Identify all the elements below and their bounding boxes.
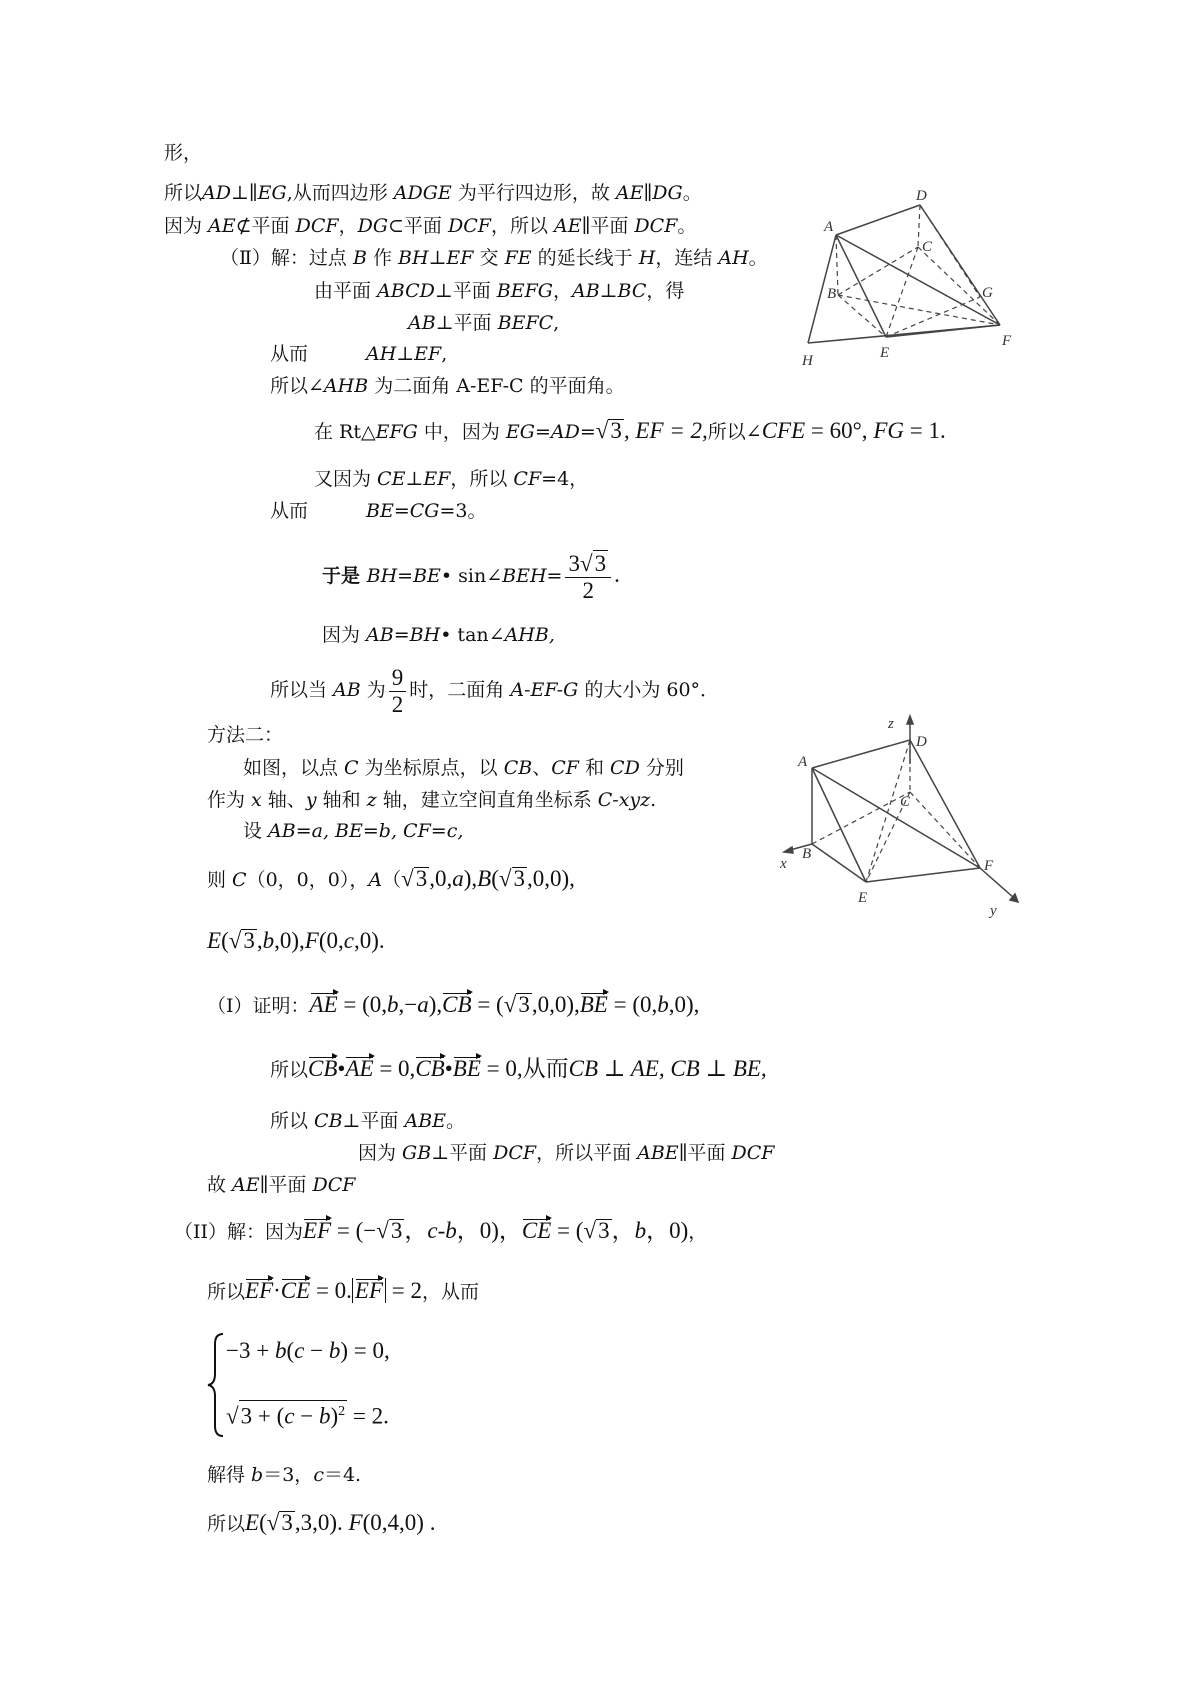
text-line-27: 所以EF·CE = 0. EF = 2，从而 — [207, 1278, 480, 1303]
text-line-15: 方法二： — [207, 724, 284, 746]
label-F: F — [984, 858, 994, 874]
label-E: E — [858, 890, 868, 906]
equation-2: $√3 + (c - b)^2 = 2$. — [226, 1400, 389, 1431]
text-line-12: 于是 BH=BE• sin∠BEH= $\frac{3√3}{2}$ . — [322, 550, 620, 603]
text-line-6: AB⊥平面 BEFC, — [408, 312, 560, 334]
edge-EF — [866, 868, 980, 882]
edge-BE — [812, 844, 866, 882]
text-line-14: 所以当 AB 为 $\frac{9}{2}$ 时，二面角 A-EF-G 的大小为 60°． — [270, 664, 720, 717]
label-G: G — [982, 285, 993, 301]
z-axis-arrow — [907, 716, 913, 724]
text-line-11: 从而 BE=CG=3。 — [270, 500, 487, 522]
text-line-4: （Ⅱ）解：过点 B 作 BH⊥EF 交 FE 的延长线于 H，连结 AH。 — [220, 247, 768, 269]
geometry-figure-1 — [790, 185, 1020, 380]
label-B: B — [802, 846, 812, 862]
edge-DE — [866, 740, 910, 882]
text-line-24: 因为 GB⊥平面 DCF，所以平面 ABE∥平面 DCF — [358, 1142, 775, 1164]
text-line-20: E(√3,b,0),F(0,c,0). — [207, 928, 385, 953]
label-B: B — [827, 286, 837, 302]
text-line-21: （Ⅰ）证明：AE = (0,b,−a),CB = (√3,0,0),BE = (0,b,0), — [207, 992, 700, 1017]
x-axis-arrow — [784, 847, 793, 853]
geometry-figure-2 — [770, 710, 1030, 920]
left-brace — [205, 1330, 227, 1440]
edge-AD — [836, 205, 920, 235]
label-D: D — [916, 734, 927, 750]
label-F: F — [1002, 333, 1012, 349]
text-line-22: 所以CB•AE = 0,CB•BE = 0,从而CB ⊥ AE, CB ⊥ BE, — [270, 1056, 767, 1081]
text-line-18: 设 AB=a, BE=b, CF=c, — [243, 820, 464, 842]
edge-AF — [812, 768, 980, 868]
text-line-5: 由平面 ABCD⊥平面 BEFG，AB⊥BC，得 — [314, 280, 685, 302]
text-line-8: 所以∠AHB 为二面角 A-EF-C 的平面角。 — [270, 375, 625, 397]
text-line-3: 因为 AE⊄平面 DCF，DG⊂平面 DCF，所以 AE∥平面 DCF。 — [164, 215, 697, 237]
label-D: D — [916, 188, 927, 204]
fraction-9-over-2: $\frac{9}{2}$ — [389, 665, 407, 718]
edge-BF — [838, 295, 1000, 325]
edge-BE — [838, 295, 886, 337]
text-line-1: 形， — [164, 142, 203, 164]
label-H: H — [802, 353, 813, 369]
label-C: C — [900, 794, 911, 810]
text-line-31: 所以E(√3,3,0). F(0,4,0) . — [207, 1510, 436, 1535]
text-line-10: 又因为 CE⊥EF，所以 CF=4， — [314, 468, 589, 490]
text-line-2: 所以AD⊥∥EG,从而四边形 ADGE 为平行四边形，故 AE∥DG。 — [164, 182, 702, 204]
edge-AE — [836, 235, 886, 337]
text-line-23: 所以 CB⊥平面 ABE。 — [270, 1110, 466, 1132]
edge-BC — [838, 247, 918, 295]
label-A: A — [824, 219, 834, 235]
edge-DF — [910, 740, 980, 868]
text-line-16: 如图，以点 C 为坐标原点，以 CB、CF 和 CD 分别 — [243, 757, 684, 779]
edge-DC — [918, 205, 920, 247]
text-line-25: 故 AE∥平面 DCF — [207, 1174, 356, 1196]
label-z: z — [888, 716, 894, 732]
label-C: C — [922, 239, 933, 255]
edge-AD — [812, 740, 910, 768]
text-line-13: 因为 AB=BH• tan∠AHB, — [322, 624, 555, 646]
label-A: A — [798, 754, 808, 770]
label-E: E — [880, 345, 890, 361]
label-x: x — [780, 856, 787, 872]
text-line-19: 则 C（0，0，0），A（√3,0,a),B(√3,0,0), — [207, 866, 575, 891]
edge-AE — [812, 768, 866, 882]
edge-CE — [886, 247, 918, 337]
equation-1: −3 + b(c − b) = 0, — [226, 1338, 390, 1363]
fraction-3sqrt3-over-2: $\frac{3√3}{2}$ — [565, 551, 611, 604]
edge-AB — [836, 235, 838, 295]
text-line-26: （II）解：因为EF = (−√3，c-b，0)，CE = (√3，b，0)， — [174, 1218, 708, 1243]
text-line-9: 在 Rt△EFG 中，因为 EG=AD=√3, EF = 2,所以∠CFE = 60°, FG = 1. — [314, 418, 946, 443]
edge-EF — [886, 325, 1000, 337]
label-y: y — [990, 903, 997, 919]
text-line-17: 作为 x 轴、y 轴和 z 轴，建立空间直角坐标系 C-xyz. — [207, 789, 657, 811]
text-line-30: 解得 b＝3，c＝4. — [207, 1464, 362, 1486]
text-line-7: 从而 AH⊥EF, — [270, 343, 448, 365]
